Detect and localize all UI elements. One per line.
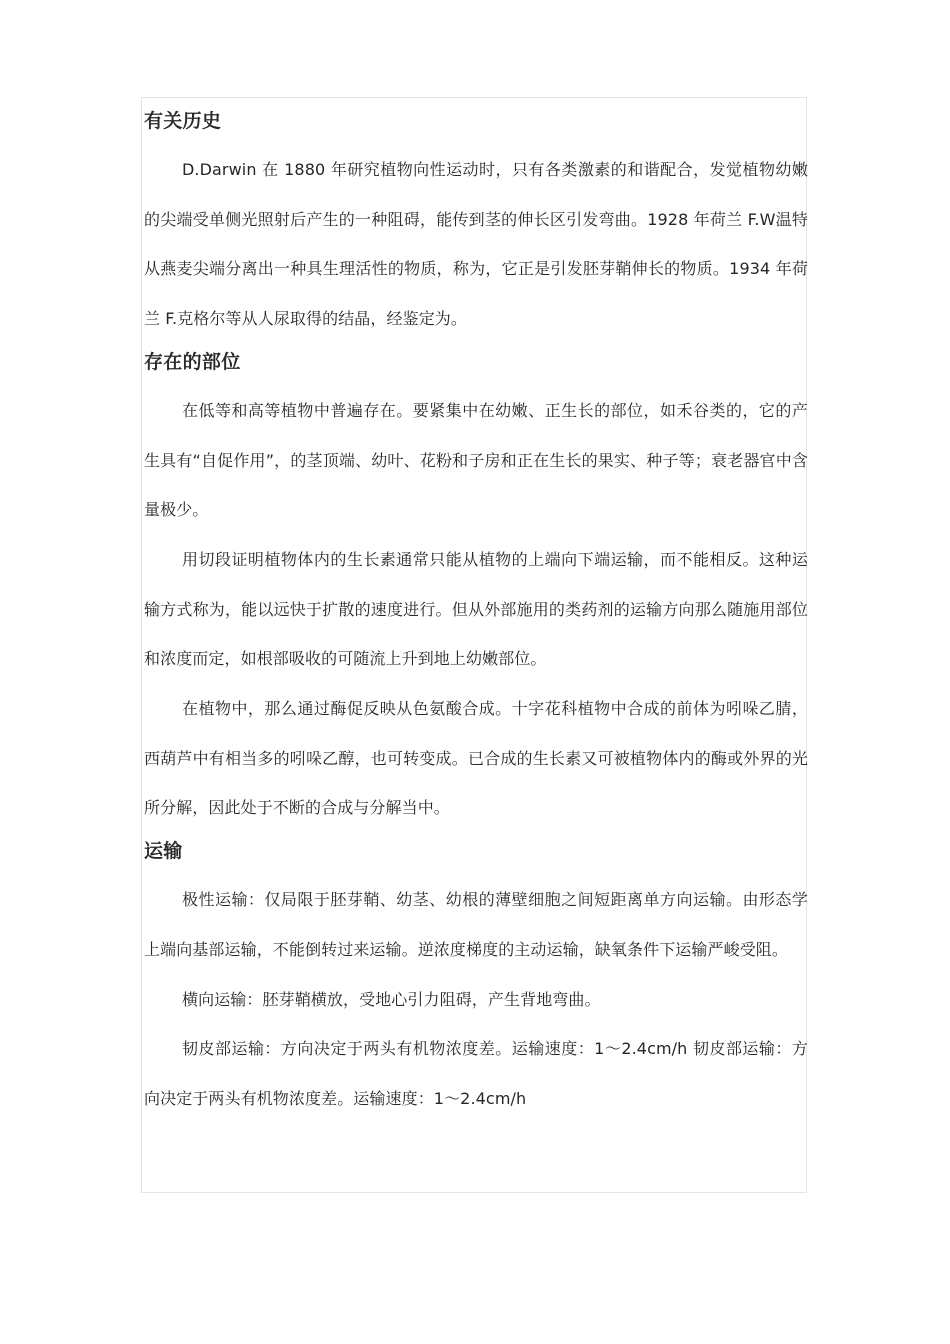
paragraph-phloem-transport: 韧皮部运输：方向决定于两头有机物浓度差。运输速度：1～2.4cm/h 韧皮部运输：方向决定于两头有机物浓度差。运输速度：1～2.4cm/h — [144, 1039, 808, 1108]
paragraph-location-transport: 用切段证明植物体内的生长素通常只能从植物的上端向下端运输，而不能相反。这种运输方式称为，能以远快于扩散的速度进行。但从外部施用的类药剂的运输方向那么随施用部位和浓度而定，如根部吸收的可随流上升到地上幼嫩部位。 — [144, 549, 808, 669]
document-body — [144, 103, 808, 1124]
section-heading-history: 有关历史 — [144, 110, 222, 132]
section-heading-transport: 运输 — [144, 840, 183, 863]
paragraph-polar-transport: 极性运输：仅局限于胚芽鞘、幼茎、幼根的薄壁细胞之间短距离单方向运输。由形态学上端向基部运输，不能倒转过来运输。逆浓度梯度的主动运输，缺氧条件下运输严峻受阻。 — [144, 890, 808, 959]
paragraph-location-synthesis: 在植物中，那么通过酶促反映从色氨酸合成。十字花科植物中合成的前体为吲哚乙腈，西葫芦中有相当多的吲哚乙醇，也可转变成。已合成的生长素又可被植物体内的酶或外界的光所分解，因此处于不断的合成与分解当中。 — [144, 699, 808, 818]
paragraph-location-distribution: 在低等和高等植物中普遍存在。要紧集中在幼嫩、正生长的部位，如禾谷类的，它的产生具有“自促作用”，的茎顶端、幼叶、花粉和子房和正在生长的果实、种子等；衰老器官中含量极少。 — [144, 400, 808, 520]
section-heading-location: 存在的部位 — [144, 350, 241, 373]
paragraph-lateral-transport: 横向运输：胚芽鞘横放，受地心引力阻碍，产生背地弯曲。 — [182, 989, 601, 1009]
paragraph-history: D.Darwin 在 1880 年研究植物向性运动时，只有各类激素的和谐配合，发觉植物幼嫩的尖端受单侧光照射后产生的一种阻碍，能传到茎的伸长区引发弯曲。1928 年荷兰 F.W温特从燕麦尖端分离出一种具生理活性的物质，称为，它正是引发胚芽鞘伸长的物质。1934 年荷兰 F.克格尔等从人尿取得的结晶，经鉴定为。 — [144, 160, 808, 329]
